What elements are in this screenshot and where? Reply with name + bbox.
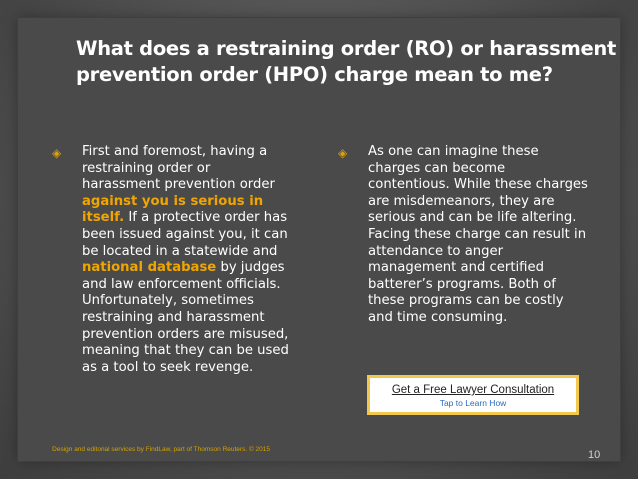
cta-subtitle: Tap to Learn How [439, 398, 507, 408]
left-text-part-1: First and foremost, having a restraining order or harassment prevention order [82, 144, 275, 193]
highlight-national-database: national database [82, 260, 217, 276]
bullet-icon: ◈ [338, 146, 348, 160]
left-text-part-2: If a protective order has been issued against you, it can be located in a statewide and [82, 210, 288, 259]
free-consultation-button[interactable] [367, 375, 579, 415]
cta-title-link[interactable]: Get a Free Lawyer Consultation [391, 384, 555, 396]
right-paragraph: As one can imagine these charges can become contentious. While these charges are misdemeanors, they are serious and can be life altering. Facing these charge can result in attendance to anger management and certified batterer’s programs. Both of these programs can be costly and time consuming. [368, 144, 588, 325]
highlight-serious: against you is serious in itself. [82, 193, 264, 226]
page-number: 10 [588, 449, 601, 461]
left-paragraph [82, 144, 292, 376]
bullet-icon: ◈ [52, 146, 62, 160]
slide-title: What does a restraining order (RO) or harassment prevention order (HPO) charge mean to me? [76, 37, 616, 86]
footer-credit: Design and editorial services by FindLaw, part of Thomson Reuters. © 2015 [52, 446, 270, 453]
left-text-part-3: by judges and law enforcement officials. Unfortunately, sometimes restraining and harassment prevention orders are misused, meaning that they can be used as a tool to seek revenge. [82, 260, 289, 375]
